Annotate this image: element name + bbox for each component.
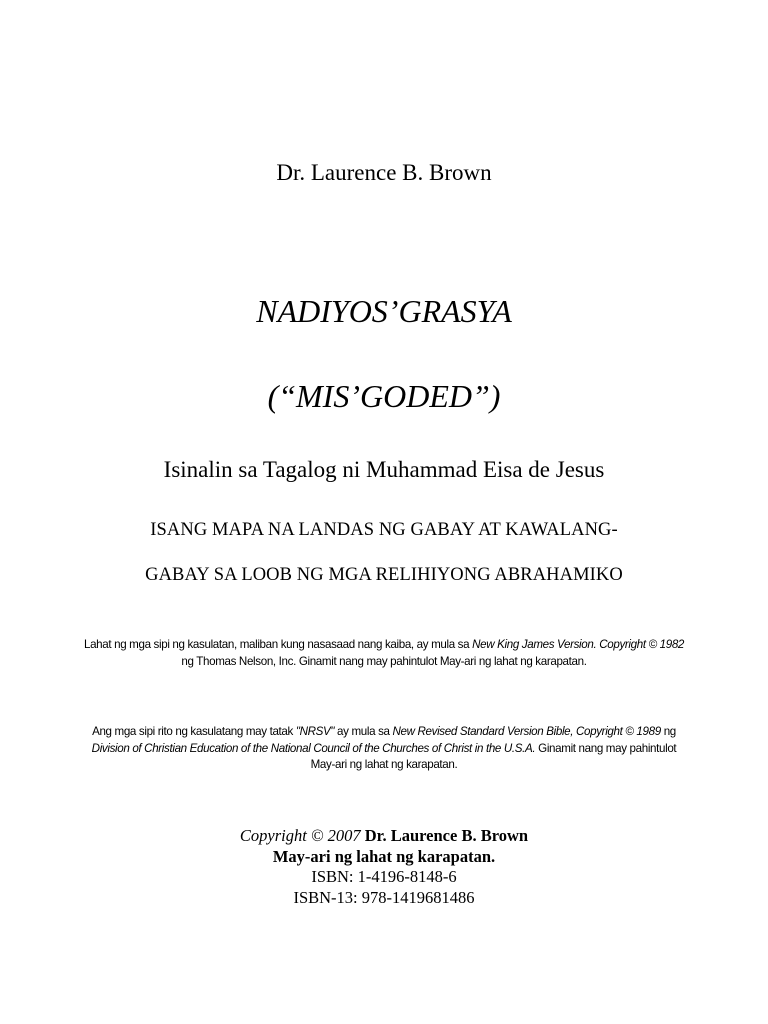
nkjv-notice-rights: ng Thomas Nelson, Inc. Ginamit nang may pahintulot May-ari ng lahat ng karapatan. — [181, 654, 587, 668]
copyright-block — [0, 826, 768, 908]
tagline-line-2: GABAY SA LOOB NG MGA RELIHIYONG ABRAHAMIKO — [145, 565, 623, 585]
isbn-13: ISBN-13: 978-1419681486 — [293, 887, 475, 907]
nkjv-version-name: New King James Version. Copyright © 1982 — [472, 638, 685, 651]
isbn-10: ISBN: 1-4196-8148-6 — [311, 867, 457, 886]
nrsv-notice-by: ng — [660, 725, 676, 738]
nrsv-notice-from: ay mula sa — [334, 725, 393, 738]
author-name: Dr. Laurence B. Brown — [276, 160, 492, 185]
rights-reserved: May-ari ng lahat ng karapatan. — [272, 846, 496, 866]
translator-line: Isinalin sa Tagalog ni Muhammad Eisa de Jesus — [163, 457, 605, 482]
tagline-line-1: ISANG MAPA NA LANDAS NG GABAY AT KAWALANG- — [150, 520, 618, 540]
nkjv-notice-text: Lahat ng mga sipi ng kasulatan, maliban kung nasasaad nang kaiba, ay mula sa — [83, 638, 473, 651]
copyright-holder: Dr. Laurence B. Brown — [360, 826, 529, 845]
nrsv-notice-rights: Ginamit nang may pahintulot May-ari ng lahat ng karapatan. — [310, 741, 677, 771]
nrsv-permission-notice — [80, 724, 688, 774]
original-title: (“MIS’GODED”) — [267, 378, 501, 414]
nrsv-version-name: New Revised Standard Version Bible, Copyright © 1989 — [392, 725, 661, 738]
copyright-line — [0, 826, 768, 847]
copyright-prefix: Copyright © 2007 — [239, 826, 361, 845]
nrsv-copyright-holder: Division of Christian Education of the National Council of the Churches of Christ in the U.S.A. — [91, 741, 536, 755]
nrsv-tag: "NRSV" — [295, 725, 335, 738]
nrsv-notice-text: Ang mga sipi rito ng kasulatang may tatak — [92, 725, 296, 738]
book-title: NADIYOS’GRASYA — [256, 293, 512, 329]
nkjv-permission-notice — [80, 637, 688, 670]
